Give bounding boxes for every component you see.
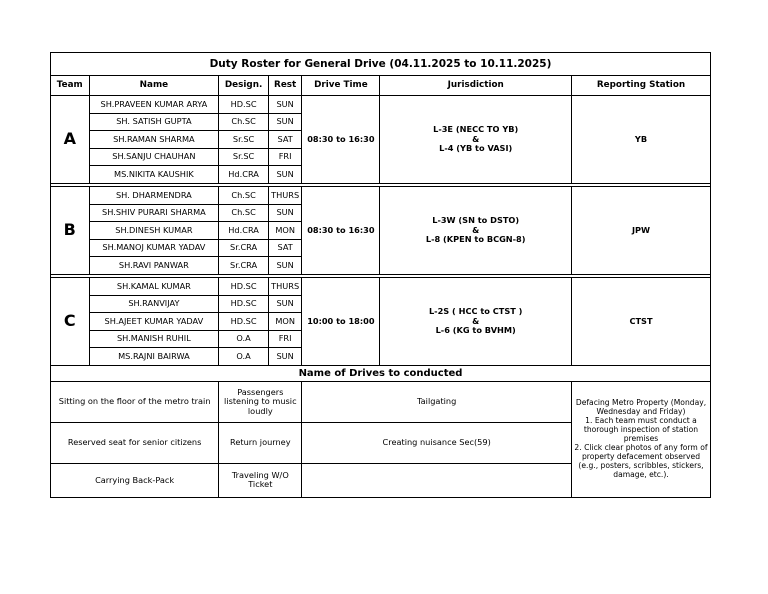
member-designation: Hd.CRA [219, 222, 269, 240]
member-name: SH. DHARMENDRA [89, 186, 219, 204]
jurisdiction-line: L-6 (KG to BVHM) [435, 325, 516, 336]
header-reporting-station: Reporting Station [571, 76, 710, 96]
jurisdiction-line: & [472, 315, 480, 326]
duty-roster-table [50, 52, 711, 498]
drive-item: Reserved seat for senior citizens [51, 422, 219, 463]
member-designation: HD.SC [219, 277, 269, 295]
header-rest: Rest [268, 76, 301, 96]
drive-item: Traveling W/O Ticket [219, 463, 302, 497]
member-rest: SUN [268, 96, 301, 114]
member-name: SH.PRAVEEN KUMAR ARYA [89, 96, 219, 114]
drive-time: 08:30 to 16:30 [302, 186, 380, 274]
jurisdiction [380, 277, 572, 365]
jurisdiction [380, 96, 572, 184]
drive-item: Return journey [219, 422, 302, 463]
reporting-station: CTST [571, 277, 710, 365]
drive-item: Tailgating [302, 381, 572, 422]
member-designation: Sr.SC [219, 148, 269, 166]
drive-time: 08:30 to 16:30 [302, 96, 380, 184]
drive-item: Sitting on the floor of the metro train [51, 381, 219, 422]
drive-item-empty [302, 463, 572, 497]
drives-row [51, 381, 711, 422]
drive-item: Carrying Back-Pack [51, 463, 219, 497]
team-label: B [51, 186, 90, 274]
header-designation: Design. [219, 76, 269, 96]
member-rest: SUN [268, 295, 301, 313]
member-rest: FRI [268, 330, 301, 348]
table-row [51, 96, 711, 114]
drive-time: 10:00 to 18:00 [302, 277, 380, 365]
member-rest: SUN [268, 348, 301, 366]
reporting-station: JPW [571, 186, 710, 274]
table-row [51, 277, 711, 295]
header-team: Team [51, 76, 90, 96]
jurisdiction-line: L-3W (SN to DSTO) [432, 215, 520, 226]
member-name: MS.NIKITA KAUSHIK [89, 166, 219, 184]
member-designation: Sr.SC [219, 131, 269, 149]
member-name: SH.DINESH KUMAR [89, 222, 219, 240]
defacing-note: Defacing Metro Property (Monday, Wednesday and Friday) 1. Each team must conduct a thorough inspection of station premises 2. Click clear photos of any form of property defacement observed (e.g., posters, scribbles, stickers, damage, etc.). [571, 381, 710, 497]
member-rest: SUN [268, 113, 301, 131]
drives-heading: Name of Drives to conducted [51, 365, 711, 381]
member-name: SH.RAMAN SHARMA [89, 131, 219, 149]
member-name: SH.RAVI PANWAR [89, 257, 219, 275]
member-name: SH.KAMAL KUMAR [89, 277, 219, 295]
member-designation: Ch.SC [219, 204, 269, 222]
jurisdiction-line: & [472, 224, 480, 235]
member-designation: HD.SC [219, 313, 269, 331]
member-designation: O.A [219, 330, 269, 348]
jurisdiction-line: L-4 (YB to VASI) [439, 143, 513, 154]
member-rest: MON [268, 313, 301, 331]
table-row [51, 186, 711, 204]
member-rest: SUN [268, 204, 301, 222]
jurisdiction-line: L-8 (KPEN to BCGN-8) [425, 234, 526, 245]
member-designation: Ch.SC [219, 186, 269, 204]
member-rest: FRI [268, 148, 301, 166]
drive-item: Creating nuisance Sec(59) [302, 422, 572, 463]
jurisdiction [380, 186, 572, 274]
reporting-station: YB [571, 96, 710, 184]
member-name: SH.SANJU CHAUHAN [89, 148, 219, 166]
member-name: SH.RANVIJAY [89, 295, 219, 313]
header-drive-time: Drive Time [302, 76, 380, 96]
header-jurisdiction: Jurisdiction [380, 76, 572, 96]
member-rest: SUN [268, 166, 301, 184]
member-name: SH.MANOJ KUMAR YADAV [89, 239, 219, 257]
member-rest: SUN [268, 257, 301, 275]
member-designation: HD.SC [219, 96, 269, 114]
member-rest: SAT [268, 239, 301, 257]
team-label: C [51, 277, 90, 365]
header-name: Name [89, 76, 219, 96]
member-designation: HD.SC [219, 295, 269, 313]
drive-item: Passengers listening to music loudly [219, 381, 302, 422]
member-rest: MON [268, 222, 301, 240]
member-designation: Hd.CRA [219, 166, 269, 184]
member-designation: Sr.CRA [219, 257, 269, 275]
member-rest: SAT [268, 131, 301, 149]
team-label: A [51, 96, 90, 184]
jurisdiction-line: L-2S ( HCC to CTST ) [428, 306, 523, 317]
member-name: SH.MANISH RUHIL [89, 330, 219, 348]
member-name: MS.RAJNI BAIRWA [89, 348, 219, 366]
member-name: SH. SATISH GUPTA [89, 113, 219, 131]
member-designation: O.A [219, 348, 269, 366]
member-name: SH.SHIV PURARI SHARMA [89, 204, 219, 222]
member-designation: Ch.SC [219, 113, 269, 131]
member-rest: THURS [268, 277, 301, 295]
roster-title: Duty Roster for General Drive (04.11.2025 to 10.11.2025) [51, 53, 711, 76]
jurisdiction-line: & [472, 133, 480, 144]
member-rest: THURS [268, 186, 301, 204]
jurisdiction-line: L-3E (NECC TO YB) [433, 124, 519, 135]
member-designation: Sr.CRA [219, 239, 269, 257]
member-name: SH.AJEET KUMAR YADAV [89, 313, 219, 331]
